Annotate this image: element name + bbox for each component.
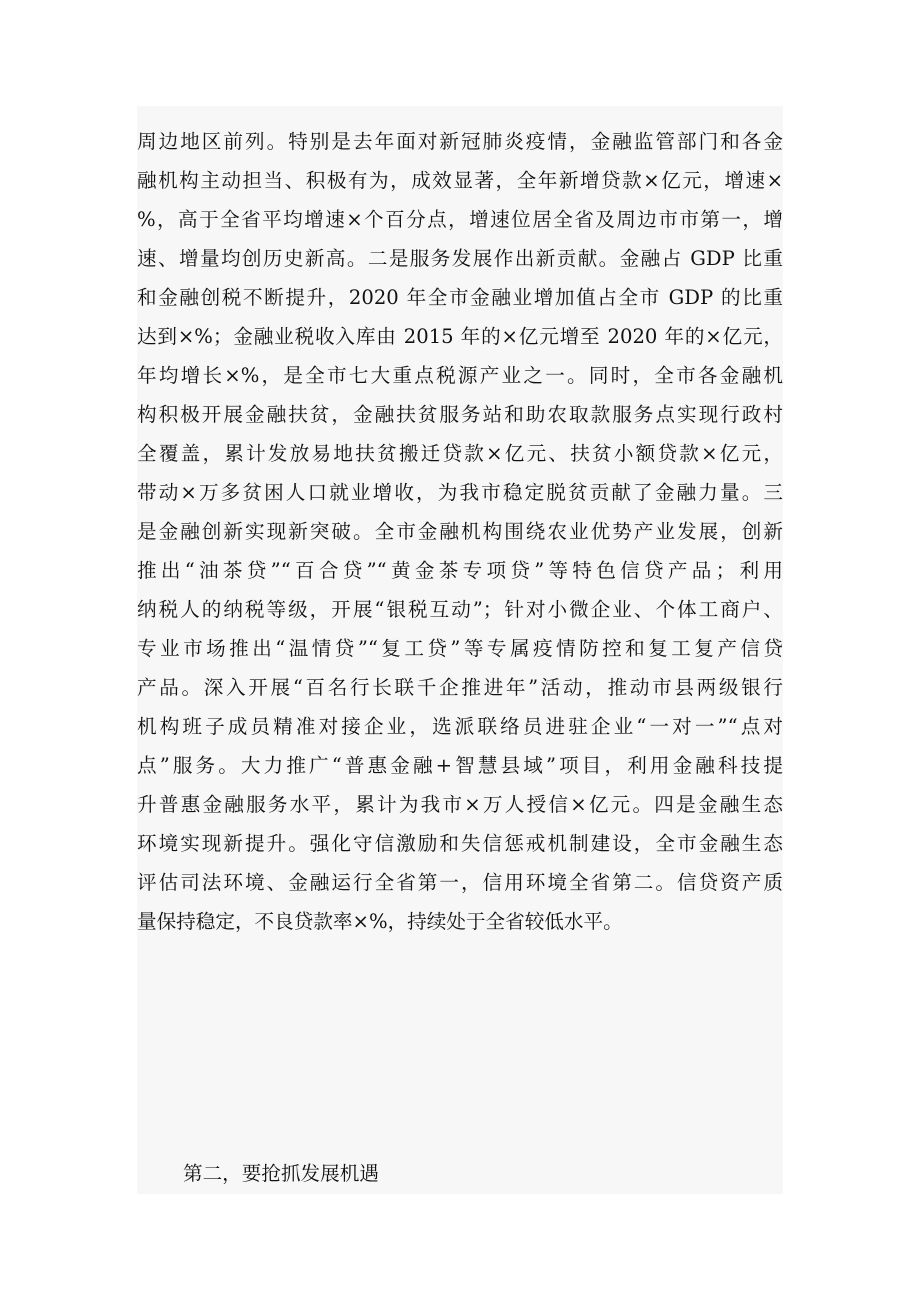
paragraph-line: 全覆盖，累计发放易地扶贫搬迁贷款×亿元、扶贫小额贷款×亿元，	[137, 442, 783, 465]
paragraph-line: 机构班子成员精准对接企业，选派联络员进驻企业“一对一”“点对	[137, 715, 783, 738]
paragraph-line: 推出“油茶贷”“百合贷”“黄金茶专项贷”等特色信贷产品；利用	[137, 559, 783, 582]
paragraph-line: 环境实现新提升。强化守信激励和失信惩戒机制建设，全市金融生态	[137, 832, 783, 855]
paragraph-line: 专业市场推出“温情贷”“复工贷”等专属疫情防控和复工复产信贷	[137, 637, 783, 660]
paragraph-line: 和金融创税不断提升，2020 年全市金融业增加值占全市 GDP 的比重	[137, 286, 783, 309]
paragraph-line: 升普惠金融服务水平，累计为我市×万人授信×亿元。四是金融生态	[137, 793, 783, 816]
paragraph-line: 融机构主动担当、积极有为，成效显著，全年新增贷款×亿元，增速×	[137, 169, 783, 192]
paragraph-line: 纳税人的纳税等级，开展“银税互动”；针对小微企业、个体工商户、	[137, 598, 783, 621]
paragraph-line: 速、增量均创历史新高。二是服务发展作出新贡献。金融占 GDP 比重	[137, 247, 783, 270]
paragraph-line: 点”服务。大力推广“普惠金融+智慧县域”项目，利用金融科技提	[137, 754, 783, 777]
paragraph-line: 年均增长×%，是全市七大重点税源产业之一。同时，全市各金融机	[137, 364, 783, 387]
paragraph-line: 达到×%；金融业税收入库由 2015 年的×亿元增至 2020 年的×亿元，	[137, 325, 783, 348]
paragraph-line: 周边地区前列。特别是去年面对新冠肺炎疫情，金融监管部门和各金	[137, 130, 783, 153]
paragraph-line: %，高于全省平均增速×个百分点，增速位居全省及周边市市第一，增	[137, 208, 783, 231]
paragraph-line-last: 量保持稳定，不良贷款率×%，持续处于全省较低水平。	[137, 910, 623, 933]
document-page	[137, 106, 783, 1194]
section-heading: 第二，要抢抓发展机遇	[183, 1162, 379, 1185]
paragraph-line: 产品。深入开展“百名行长联千企推进年”活动，推动市县两级银行	[137, 676, 783, 699]
paragraph-line: 带动×万多贫困人口就业增收，为我市稳定脱贫贡献了金融力量。三	[137, 481, 783, 504]
paragraph-line: 评估司法环境、金融运行全省第一，信用环境全省第二。信贷资产质	[137, 871, 783, 894]
body-paragraph	[137, 122, 783, 941]
paragraph-line: 构积极开展金融扶贫，金融扶贫服务站和助农取款服务点实现行政村	[137, 403, 783, 426]
paragraph-line: 是金融创新实现新突破。全市金融机构围绕农业优势产业发展，创新	[137, 520, 783, 543]
